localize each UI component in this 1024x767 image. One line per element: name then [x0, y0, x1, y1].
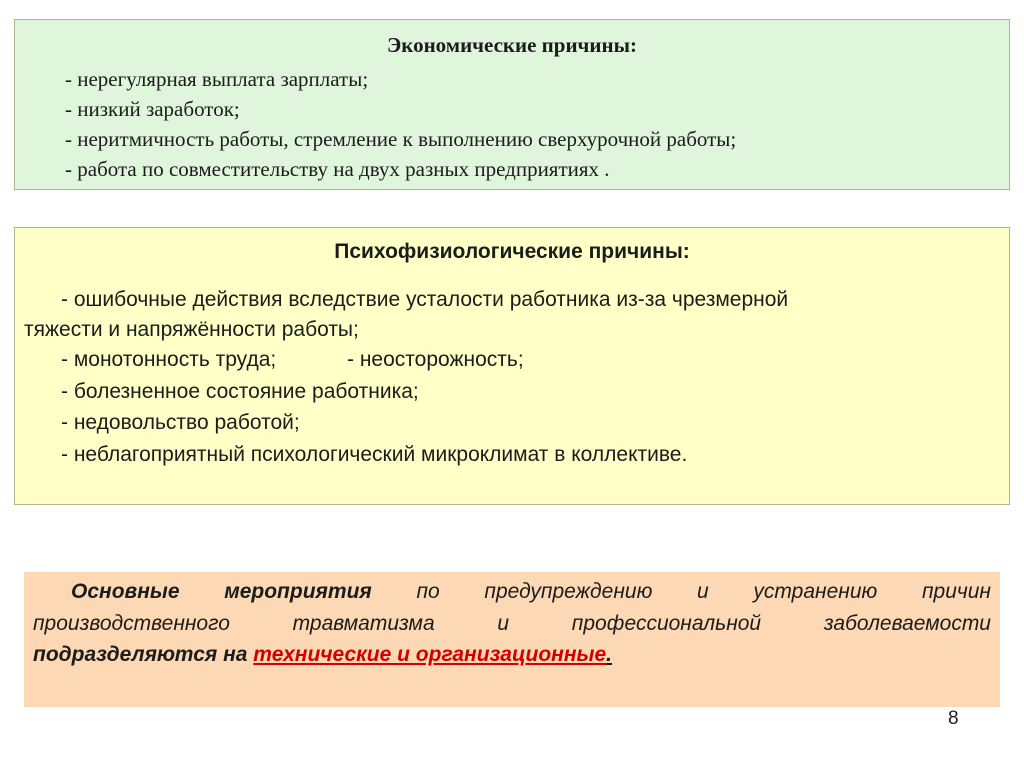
psych-item: - болезненное состояние работника;: [61, 380, 419, 403]
economic-causes-title: Экономические причины:: [387, 33, 637, 57]
page-number: 8: [948, 708, 959, 729]
psych-item: - ошибочные действия вследствие усталости работника из-за чрезмерной: [61, 288, 789, 311]
economic-item: - работа по совместительству на двух разных предприятиях .: [65, 157, 610, 181]
psych-item: - монотонность труда;: [61, 348, 277, 371]
psych-item: - недовольство работой;: [61, 411, 300, 434]
measures-line1-text: по предупреждению и устранению причин: [416, 580, 991, 603]
measures-highlight: технические и организационные: [253, 643, 607, 666]
economic-item: - неритмичность работы, стремление к выполнению сверхурочной работы;: [65, 127, 737, 151]
economic-causes-box: [14, 19, 1010, 190]
psychophysiological-causes-box: [14, 227, 1010, 505]
measures-lead: Основные мероприятия: [71, 580, 372, 603]
psych-item-continuation: тяжести и напряжённости работы;: [24, 318, 359, 341]
psych-item: - неблагоприятный психологический микроклимат в коллективе.: [61, 443, 688, 466]
psych-item: - неосторожность;: [347, 348, 524, 371]
economic-item: - нерегулярная выплата зарплаты;: [65, 67, 369, 91]
measures-line-1: [33, 580, 991, 604]
psychophysiological-causes-title: Психофизиологические причины:: [334, 240, 690, 263]
measures-line-2: производственного травматизма и профессиональной заболеваемости: [33, 612, 991, 635]
measures-period: .: [606, 643, 613, 666]
measures-line-3: [33, 643, 991, 667]
main-measures-box: [24, 572, 1000, 707]
measures-subdivide: подразделяются на: [33, 643, 248, 666]
economic-item: - низкий заработок;: [65, 97, 240, 121]
